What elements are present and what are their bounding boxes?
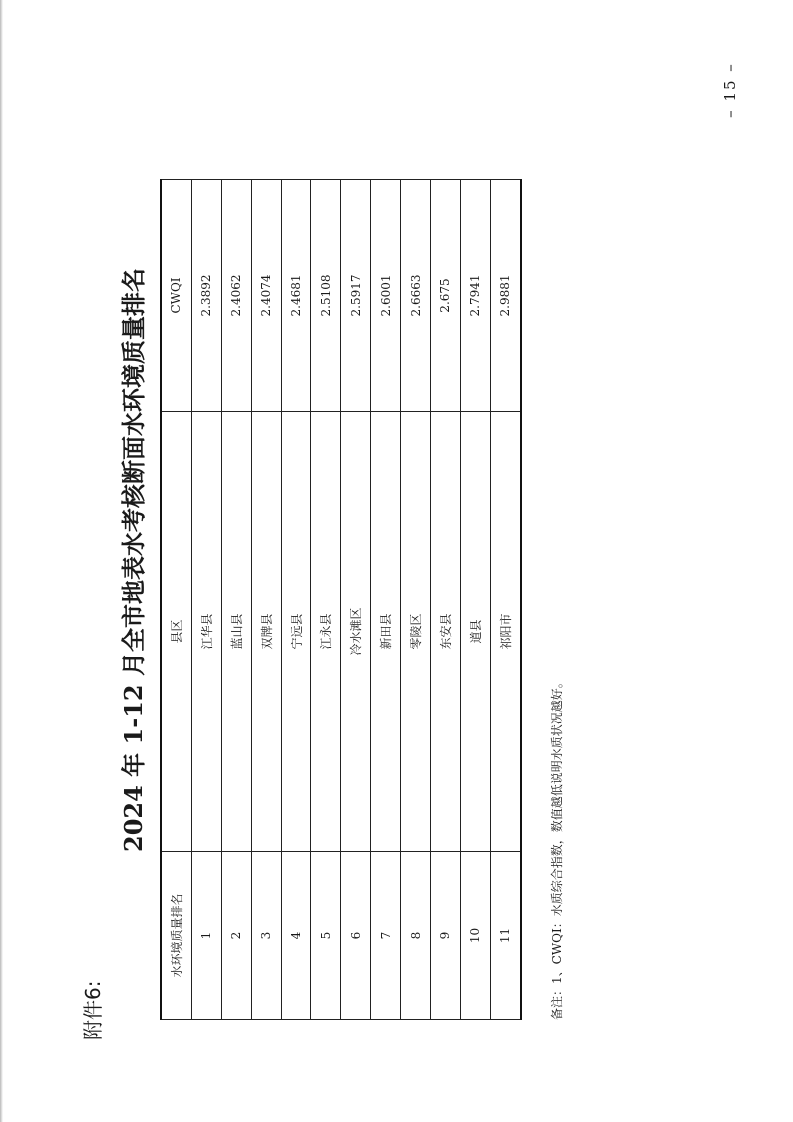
cwqi-cell: 2.4074	[251, 180, 281, 412]
ranking-table-wrapper	[160, 179, 522, 1020]
cwqi-cell: 2.6001	[371, 180, 401, 412]
table-row	[311, 180, 341, 1020]
rotated-page-content	[80, 80, 740, 1040]
document-title: 2024 年 1-12 月全市地表水考核断面水环境质量排名	[119, 268, 148, 852]
table-row	[371, 180, 401, 1020]
rank-cell: 5	[311, 852, 341, 1020]
cwqi-cell: 2.5917	[341, 180, 371, 412]
page-number: – 15 –	[721, 62, 739, 118]
page-number-box	[700, 60, 760, 120]
county-cell: 江永县	[311, 412, 341, 852]
county-cell: 东安县	[431, 412, 461, 852]
rank-cell: 1	[191, 852, 221, 1020]
cwqi-cell: 2.4062	[221, 180, 251, 412]
county-cell: 道县	[460, 412, 490, 852]
rank-cell: 6	[341, 852, 371, 1020]
table-row	[431, 180, 461, 1020]
rank-cell: 2	[221, 852, 251, 1020]
table-row	[401, 180, 431, 1020]
county-cell: 蓝山县	[221, 412, 251, 852]
table-row	[221, 180, 251, 1020]
rank-cell: 3	[251, 852, 281, 1020]
footnote: 备注：1、CWQI：水质综合指数，数值越低说明水质状况越好。	[550, 676, 564, 1020]
cwqi-cell: 2.5108	[311, 180, 341, 412]
table-row	[490, 180, 520, 1020]
county-cell: 冷水滩区	[341, 412, 371, 852]
cwqi-cell: 2.4681	[281, 180, 311, 412]
county-cell: 宁远县	[281, 412, 311, 852]
county-cell: 双牌县	[251, 412, 281, 852]
county-cell: 新田县	[371, 412, 401, 852]
rank-cell: 10	[460, 852, 490, 1020]
rank-cell: 8	[401, 852, 431, 1020]
table-row	[191, 180, 221, 1020]
table-header-row	[161, 180, 191, 1020]
table-row	[281, 180, 311, 1020]
attachment-label: 附件6:	[81, 980, 105, 1040]
cwqi-cell: 2.9881	[490, 180, 520, 412]
cwqi-cell: 2.675	[431, 180, 461, 412]
table-row	[460, 180, 490, 1020]
county-cell: 祁阳市	[490, 412, 520, 852]
rank-cell: 9	[431, 852, 461, 1020]
cwqi-cell: 2.6663	[401, 180, 431, 412]
ranking-table	[160, 179, 522, 1020]
table-row	[251, 180, 281, 1020]
rank-cell: 7	[371, 852, 401, 1020]
header-cwqi: CWQI	[161, 180, 191, 412]
header-county: 县区	[161, 412, 191, 852]
county-cell: 零陵区	[401, 412, 431, 852]
cwqi-cell: 2.7941	[460, 180, 490, 412]
rank-cell: 11	[490, 852, 520, 1020]
page-edge-shadow	[0, 0, 3, 1122]
cwqi-cell: 2.3892	[191, 180, 221, 412]
header-rank: 水环境质量排名	[161, 852, 191, 1020]
table-row	[341, 180, 371, 1020]
rank-cell: 4	[281, 852, 311, 1020]
county-cell: 江华县	[191, 412, 221, 852]
